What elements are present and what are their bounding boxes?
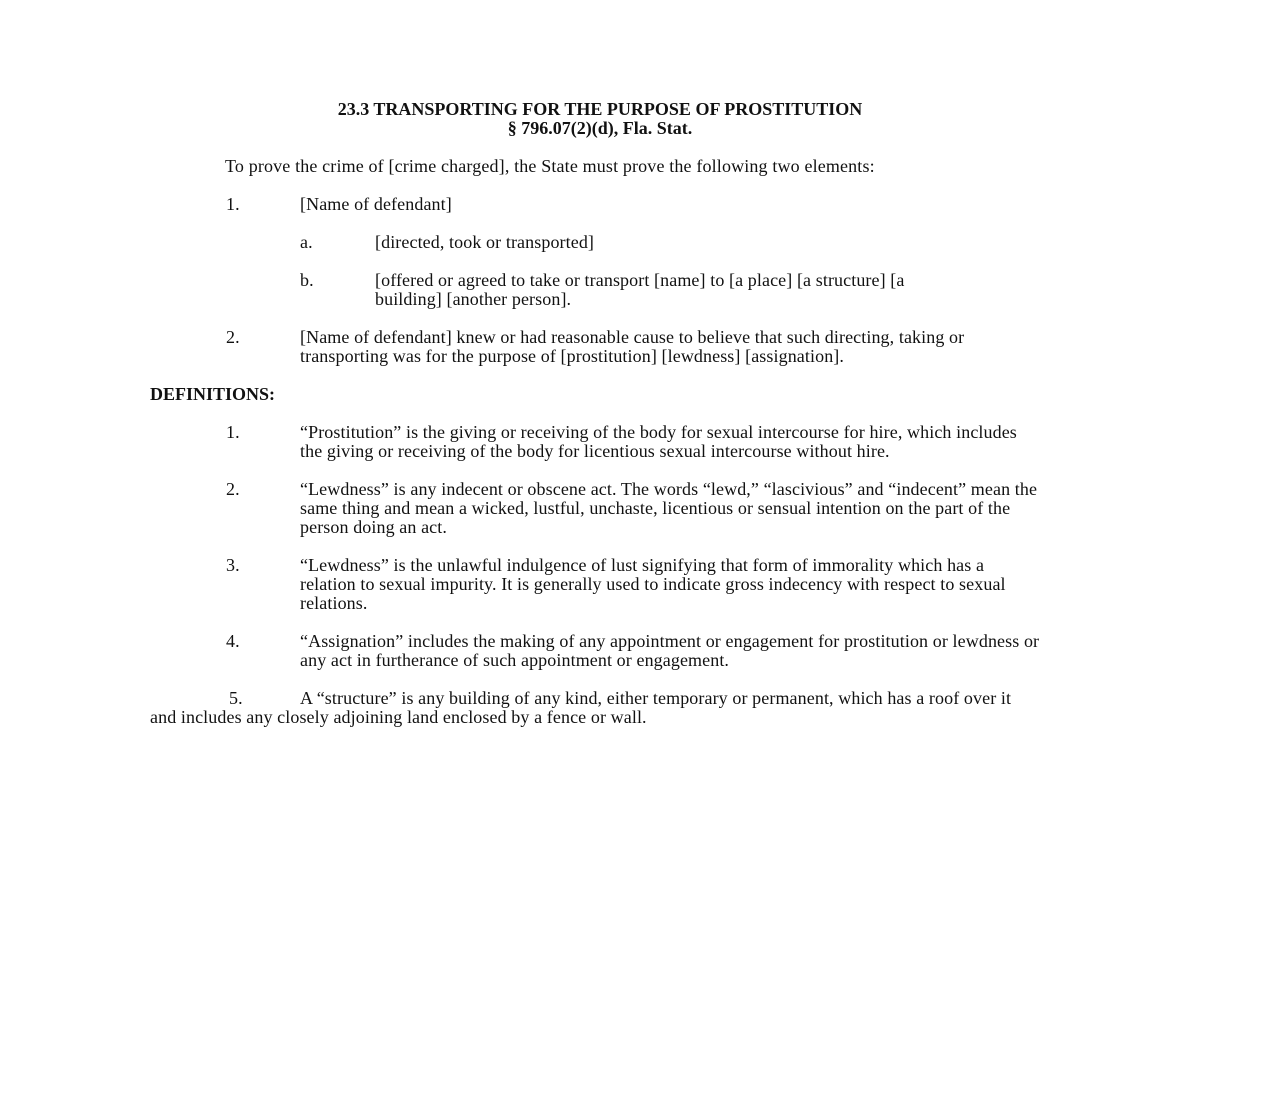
element-subitem-b [150,271,975,309]
definition-text: A “structure” is any building of any kind, either temporary or permanent, which has a roof over it and includes any closely adjoining land enclosed by a fence or wall. [150,688,1012,727]
title-line-1: 23.3 TRANSPORTING FOR THE PURPOSE OF PROSTITUTION [337,99,863,119]
subitem-letter: a. [300,232,313,252]
definition-number: 4. [226,631,240,651]
element-item-1 [150,195,1042,214]
definition-text: “Lewdness” is any indecent or obscene act. The words “lewd,” “lascivious” and “indecent” mean the same thing and mean a wicked, lustful, unchaste, licentious or sensual intention on the part of the person doing an act. [300,479,1038,537]
element-subitem-a [150,233,975,252]
definition-item-5 [150,689,1035,727]
document-title [150,100,1050,138]
subitem-text: [directed, took or transported] [375,232,595,252]
definition-number: 1. [226,422,240,442]
definition-number: 2. [226,479,240,499]
definition-text: “Prostitution” is the giving or receiving of the body for sexual intercourse for hire, which includes the giving or receiving of the body for licentious sexual intercourse without hire. [300,422,1017,461]
definitions-heading: DEFINITIONS: [150,384,276,404]
subitem-text: [offered or agreed to take or transport [name] to [a place] [a structure] [a building] [another person]. [375,270,905,309]
element-number: 1. [226,194,240,214]
title-line-2: § 796.07(2)(d), Fla. Stat. [507,118,693,138]
intro-paragraph: To prove the crime of [crime charged], the State must prove the following two elements: [225,156,875,176]
definition-text: “Lewdness” is the unlawful indulgence of lust signifying that form of immorality which has a relation to sexual impurity. It is generally used to indicate gross indecency with respect to sexual relations. [300,555,1006,613]
definition-item-4 [150,632,1042,670]
definition-item-1 [150,423,1042,461]
document-page [150,100,1050,727]
definition-number: 3. [226,555,240,575]
definition-number: 5. [229,688,243,708]
element-item-2 [150,328,1042,366]
definition-item-2 [150,480,1042,537]
definition-item-3 [150,556,1042,613]
element-number: 2. [226,327,240,347]
definition-text: “Assignation” includes the making of any appointment or engagement for prostitution or lewdness or any act in furtherance of such appointment or engagement. [300,631,1040,670]
subitem-letter: b. [300,270,314,290]
element-text: [Name of defendant] [300,194,452,214]
element-text: [Name of defendant] knew or had reasonable cause to believe that such directing, taking or transporting was for the purpose of [prostitution] [lewdness] [assignation]. [300,327,965,366]
